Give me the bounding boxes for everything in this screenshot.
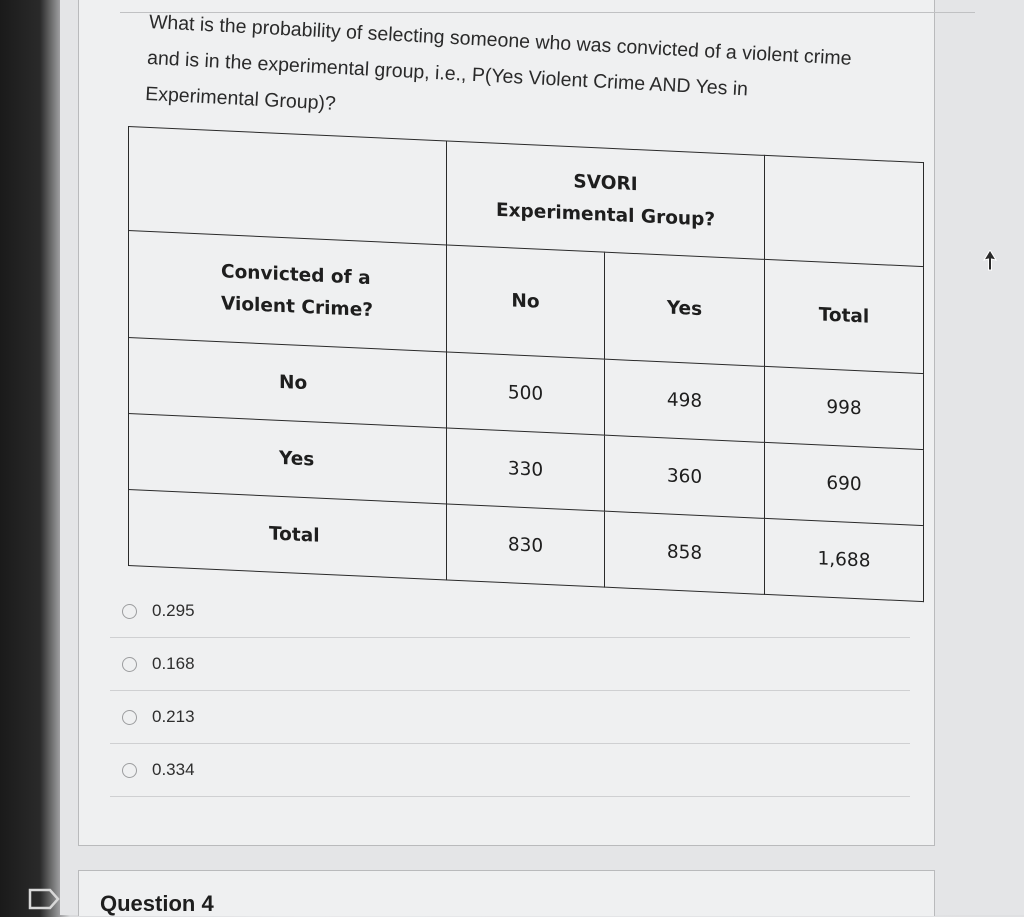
cell-total: 998 [765,367,924,450]
cell-yes: 360 [605,435,765,518]
radio-icon[interactable] [122,604,137,619]
cell-yes: 858 [605,511,765,594]
col-header-yes: Yes [605,252,765,367]
cell-no: 330 [447,428,605,511]
answer-option-label: 0.213 [152,707,195,726]
cell-total: 1,688 [765,518,924,601]
next-question-title: Question 4 [100,891,214,916]
cell-no: 500 [447,352,605,435]
row-header-line2: Violent Crime? [221,293,373,322]
cell-yes: 498 [605,359,765,442]
row-header-cell [129,230,447,352]
answer-options [110,585,910,797]
answer-option[interactable] [110,744,910,797]
group-header-line2: Experimental Group? [495,200,716,231]
radio-icon[interactable] [122,710,137,725]
contingency-table [128,126,924,602]
answer-option[interactable] [110,691,910,744]
row-label: No [129,338,447,428]
answer-option[interactable] [110,638,910,691]
row-header-line1: Convicted of a [221,261,371,289]
answer-option-label: 0.334 [152,760,195,779]
cursor-arrow-icon [983,250,997,272]
group-header-cell [447,141,765,259]
radio-icon[interactable] [122,763,137,778]
row-label: Yes [129,414,447,504]
cell-no: 830 [447,504,605,587]
table-corner-cell [129,127,447,245]
answer-option-label: 0.295 [152,601,195,620]
col-header-no: No [447,245,605,360]
flag-icon[interactable] [28,888,60,910]
group-header-line1: SVORI [573,171,638,196]
question-text: What is the probability of selecting someone who was convicted of a violent crime and is in the experimental group, i.e., P(Yes Violent Crime AND Yes in Experimental Group)? [144,10,853,115]
radio-icon[interactable] [122,657,137,672]
table-corner-right-cell [765,155,924,266]
col-header-total: Total [765,259,924,374]
answer-option[interactable] [110,585,910,638]
cell-total: 690 [765,443,924,526]
row-label: Total [129,490,447,580]
answer-option-label: 0.168 [152,654,195,673]
